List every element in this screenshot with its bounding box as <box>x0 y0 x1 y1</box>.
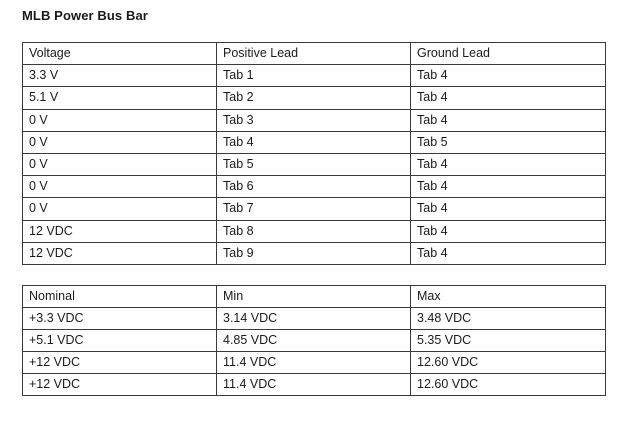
voltage-cell: 0 V <box>23 198 217 220</box>
positive-lead-cell: Tab 8 <box>217 220 411 242</box>
max-cell: 12.60 VDC <box>411 374 606 396</box>
nominal-voltage-table <box>22 285 606 396</box>
voltage-cell: 0 V <box>23 176 217 198</box>
table-header-row <box>23 286 606 308</box>
table-row <box>23 352 606 374</box>
min-cell: 11.4 VDC <box>217 374 411 396</box>
ground-lead-cell: Tab 4 <box>411 242 606 264</box>
table-header-row <box>23 43 606 65</box>
table-row <box>23 109 606 131</box>
nominal-cell: +12 VDC <box>23 352 217 374</box>
positive-lead-cell: Tab 3 <box>217 109 411 131</box>
ground-lead-cell: Tab 4 <box>411 109 606 131</box>
table-row <box>23 198 606 220</box>
voltage-cell: 0 V <box>23 109 217 131</box>
header-positive-lead: Positive Lead <box>217 43 411 65</box>
document-title: MLB Power Bus Bar <box>22 8 148 23</box>
power-bus-table <box>22 42 606 265</box>
positive-lead-cell: Tab 6 <box>217 176 411 198</box>
nominal-cell: +3.3 VDC <box>23 308 217 330</box>
table-row <box>23 87 606 109</box>
table-row <box>23 65 606 87</box>
header-nominal: Nominal <box>23 286 217 308</box>
voltage-cell: 0 V <box>23 131 217 153</box>
header-voltage: Voltage <box>23 43 217 65</box>
min-cell: 4.85 VDC <box>217 330 411 352</box>
voltage-cell: 3.3 V <box>23 65 217 87</box>
nominal-cell: +12 VDC <box>23 374 217 396</box>
table-row <box>23 330 606 352</box>
voltage-cell: 12 VDC <box>23 220 217 242</box>
ground-lead-cell: Tab 4 <box>411 198 606 220</box>
voltage-cell: 0 V <box>23 153 217 175</box>
table-row <box>23 242 606 264</box>
max-cell: 5.35 VDC <box>411 330 606 352</box>
table-row <box>23 131 606 153</box>
table-row <box>23 176 606 198</box>
min-cell: 11.4 VDC <box>217 352 411 374</box>
voltage-cell: 12 VDC <box>23 242 217 264</box>
table-row <box>23 220 606 242</box>
ground-lead-cell: Tab 4 <box>411 220 606 242</box>
nominal-cell: +5.1 VDC <box>23 330 217 352</box>
max-cell: 3.48 VDC <box>411 308 606 330</box>
positive-lead-cell: Tab 5 <box>217 153 411 175</box>
ground-lead-cell: Tab 4 <box>411 65 606 87</box>
positive-lead-cell: Tab 2 <box>217 87 411 109</box>
ground-lead-cell: Tab 4 <box>411 176 606 198</box>
positive-lead-cell: Tab 4 <box>217 131 411 153</box>
max-cell: 12.60 VDC <box>411 352 606 374</box>
positive-lead-cell: Tab 1 <box>217 65 411 87</box>
ground-lead-cell: Tab 4 <box>411 87 606 109</box>
header-min: Min <box>217 286 411 308</box>
header-ground-lead: Ground Lead <box>411 43 606 65</box>
positive-lead-cell: Tab 9 <box>217 242 411 264</box>
min-cell: 3.14 VDC <box>217 308 411 330</box>
header-max: Max <box>411 286 606 308</box>
ground-lead-cell: Tab 5 <box>411 131 606 153</box>
ground-lead-cell: Tab 4 <box>411 153 606 175</box>
table-row <box>23 374 606 396</box>
table-row <box>23 308 606 330</box>
table-row <box>23 153 606 175</box>
positive-lead-cell: Tab 7 <box>217 198 411 220</box>
voltage-cell: 5.1 V <box>23 87 217 109</box>
